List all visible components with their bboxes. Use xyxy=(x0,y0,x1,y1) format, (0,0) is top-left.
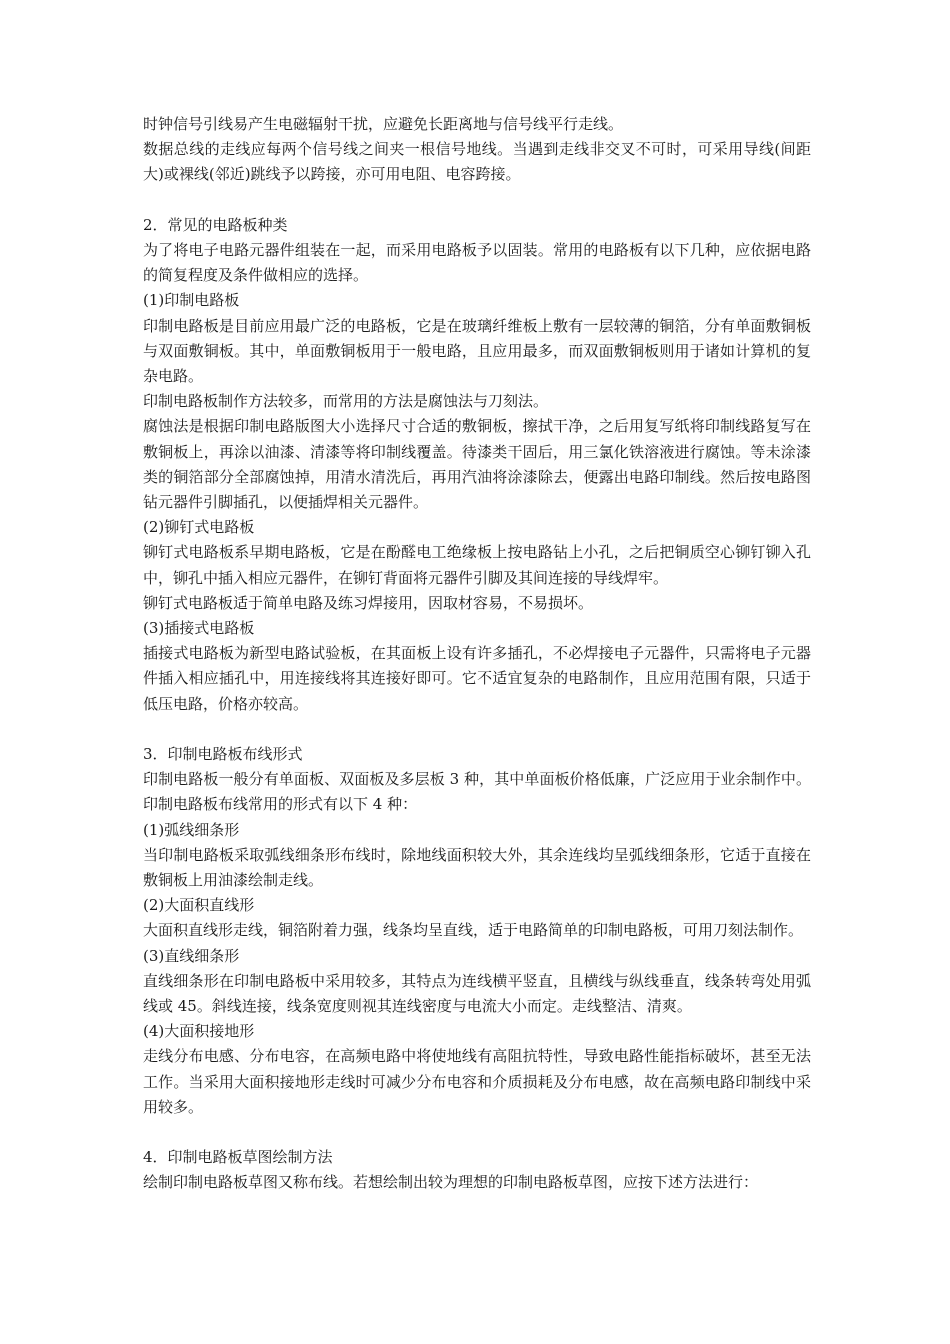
paragraph-sketch-method: 绘制印制电路板草图又称布线。若想绘制出较为理想的印制电路板草图，应按下述方法进行： xyxy=(143,1173,759,1192)
subheading-rivet-board: (2)铆钉式电路板 xyxy=(143,518,255,537)
paragraph-arc-thin: 当印制电路板采取弧线细条形布线时，除地线面积较大外，其余连线均呈弧线细条形，它适于直接在敷铜板上用油漆绘制走线。 xyxy=(143,845,811,890)
paragraph-straight-thin: 直线细条形在印制电路板中采用较多，其特点为连线横平竖直，且横线与纵线垂直，线条转弯处用弧线或 45。斜线连接，线条宽度则视其连线密度与电流大小而定。走线整洁、清爽。 xyxy=(143,971,811,1016)
paragraph-plug-board: 插接式电路板为新型电路试验板，在其面板上设有许多插孔，不必焊接电子元器件，只需将电子元器件插入相应插孔中，用连接线将其连接好即可。它不适宜复杂的电路制作，且应用范围有限，只适于低压电路，价格亦较高。 xyxy=(143,644,811,713)
paragraph-rivet-usage: 铆钉式电路板适于简单电路及练习焊接用，因取材容易，不易损坏。 xyxy=(143,593,594,612)
subheading-arc-thin: (1)弧线细条形 xyxy=(143,820,240,839)
subheading-large-ground: (4)大面积接地形 xyxy=(143,1022,255,1041)
document-body xyxy=(143,112,811,1196)
subheading-straight-thin: (3)直线细条形 xyxy=(143,946,240,965)
spacer xyxy=(143,188,811,213)
paragraph-methods: 印制电路板制作方法较多，而常用的方法是腐蚀法与刀刻法。 xyxy=(143,392,549,411)
paragraph-data-bus: 数据总线的走线应每两个信号线之间夹一根信号地线。当遇到走线非交叉不可时，可采用导线(间距大)或裸线(邻近)跳线予以跨接，亦可用电阻、电容跨接。 xyxy=(143,140,811,184)
paragraph-rivet-board: 铆钉式电路板系早期电路板，它是在酚醛电工绝缘板上按电路钻上小孔，之后把铜质空心铆钉铆入孔中，铆孔中插入相应元器件，在铆钉背面将元器件引脚及其间连接的导线焊牢。 xyxy=(143,543,811,587)
heading-section-4: 4．印制电路板草图绘制方法 xyxy=(143,1148,333,1167)
paragraph-board-intro: 为了将电子电路元器件组装在一起，而采用电路板予以固装。常用的电路板有以下几种，应依据电路的简复程度及条件做相应的选择。 xyxy=(143,241,811,285)
paragraph-large-straight: 大面积直线形走线，铜箔附着力强，线条均呈直线，适于电路简单的印制电路板，可用刀刻法制作。 xyxy=(143,921,804,940)
subheading-plug-board: (3)插接式电路板 xyxy=(143,619,255,638)
heading-section-2: 2．常见的电路板种类 xyxy=(143,215,288,234)
paragraph-printed-board: 印制电路板是目前应用最广泛的电路板，它是在玻璃纤维板上敷有一层较薄的铜箔，分有单面敷铜板与双面敷铜板。其中，单面敷铜板用于一般电路，且应用最多，而双面敷铜板则用于诸如计算机的复杂电路。 xyxy=(143,316,811,386)
subheading-large-straight: (2)大面积直线形 xyxy=(143,896,255,915)
subheading-printed-board: (1)印制电路板 xyxy=(143,291,240,310)
spacer xyxy=(143,717,811,742)
heading-section-3: 3．印制电路板布线形式 xyxy=(143,745,303,764)
paragraph-clock-signal: 时钟信号引线易产生电磁辐射干扰，应避免长距离地与信号线平行走线。 xyxy=(143,115,624,133)
spacer xyxy=(143,1120,811,1145)
paragraph-wiring-intro: 印制电路板一般分有单面板、双面板及多层板 3 种，其中单面板价格低廉，广泛应用于业余制作中。印制电路板布线常用的形式有以下 4 种： xyxy=(143,770,811,814)
paragraph-large-ground: 走线分布电感、分布电容，在高频电路中将使地线有高阻抗特性，导致电路性能指标破坏，甚至无法工作。当采用大面积接地形走线时可减少分布电容和介质损耗及分布电感，故在高频电路印制线中采用较多。 xyxy=(143,1047,811,1116)
paragraph-etching: 腐蚀法是根据印制电路版图大小选择尺寸合适的敷铜板，擦拭干净，之后用复写纸将印制线路复写在敷铜板上，再涂以油漆、清漆等将印制线覆盖。待漆类干固后，用三氯化铁溶液进行腐蚀。等未涂漆类的铜箔部分全部腐蚀掉，用清水清洗后，再用汽油将涂漆除去，便露出电路印制线。然后按电路图钻元器件引脚插孔，以便插焊相关元器件。 xyxy=(143,417,811,512)
